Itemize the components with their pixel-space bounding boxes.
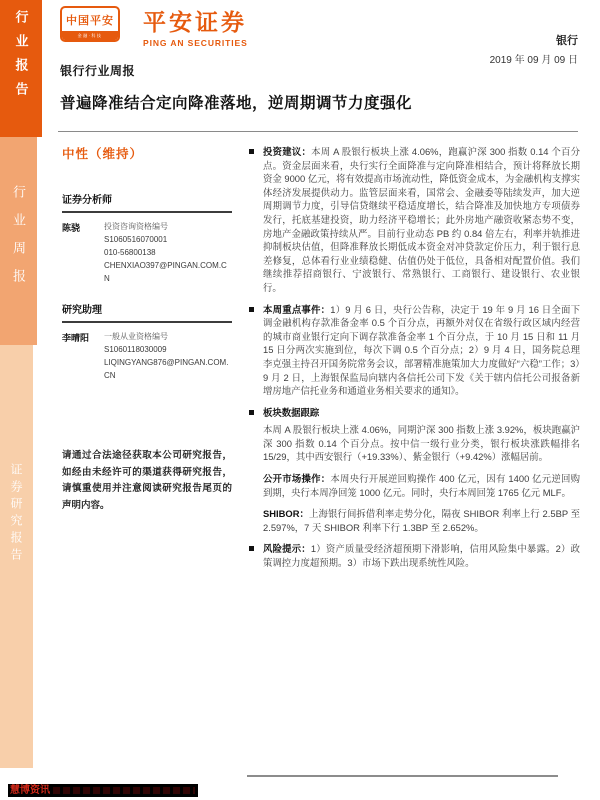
rating-badge: 中性（维持） [62,147,144,161]
analyst-cert-no: S1060516070001 [104,235,168,244]
investment-advice-text: 本周 A 股银行板块上涨 4.06%，跑赢沪深 300 指数 0.14 个百分点。资金层面来看，央行实行全面降准与定向降准相结合，预计将释放长期资金 9000 亿元，将有效提高市场流动性，降低资金成本，为金融机构支撑实体经济发展提供动力。监管层面来看，国常会、金融委等陆续发声，加大逆周期调节力度，引导信贷继续平稳适度增长，结合降准及加快地方专项债券发行，托底基建投资，助力经济平稳增长；此外房地产融资收紧态势不变，房地产金融政策持续从严。目前行业动态 PB 约 0.84 倍左右，利率并轨推进抑制板块估值，但降准释放长期低成本资金对冲贷款定价压力，利于银行息差修复，总体看行业业绩稳健、估值仍处于低位，具备相对配置价值。我们继续推荐招商银行、宁波银行、常熟银行、工商银行、建设银行、农业银行。 [263,146,580,293]
obscured-watermark-text [53,787,195,794]
shibor-label: SHIBOR： [263,508,310,520]
sector-data-title: 板块数据跟踪 [263,406,320,418]
sidebar-band-securities-research [0,345,33,768]
sidebar-label-industry-weekly: 行业周报 [11,185,26,297]
pingan-logo-text: 中国平安 [66,15,114,27]
section-risk-warning [249,542,580,569]
sidebar-band-industry-weekly [0,137,37,345]
footer-divider [247,775,558,777]
assistant-cert-no: S1060118030009 [104,345,167,354]
analyst-section-title: 证券分析师 [62,191,232,213]
key-events-text: 1）9 月 6 日，央行公告称，决定于 19 年 9 月 16 日全面下调金融机构存款准备金率 0.5 个百分点，再额外对仅在省级行政区域内经营的城市商业银行定向下调存款准备金率 1 个百分点，于 10 月 15 日和 11 月 15 日分两次实施到位，每次下调 0.5 个百分点；2）9 月 4 日，国务院总理李克强主持召开国务院常务会议，部署精准施策加大力度做好“六稳”工作；3）9 月 2 日，上海银保监局向辖内各信托公司下发《关于辖内信托公司报备新增房地产信托业务和通道业务相关要求的通知》。 [263,303,580,397]
risk-warning-text: 1）资产质量受经济超预期下滑影响，信用风险集中暴露。2）政策调控力度超预期。3）市场下跌出现系统性风险。 [263,543,580,569]
bullet-square-icon [249,307,254,312]
brand-name-cn: 平安证券 [143,9,247,35]
watermark-text: 慧博资讯 [10,785,50,796]
pingan-logo-tagline: 金融·科技 [62,31,118,40]
header-divider [58,131,578,132]
sector-label: 银行 [556,35,578,47]
analyst-info [104,220,232,285]
sidebar-label-industry-report: 行业报告 [13,10,29,106]
open-market-operations [263,472,580,499]
sector-data-performance: 本周 A 股银行板块上涨 4.06%，同期沪深 300 指数上涨 3.92%，板块跑赢沪深 300 指数 0.14 个百分点。按中信一级行业分类，银行板块涨跌幅排名 15/29，其中西安银行（+19.33%）、紫金银行（+9.42%）涨幅居前。 [263,424,580,463]
legal-disclaimer: 请通过合法途径获取本公司研究报告，如经由未经许可的渠道获得研究报告，请慎重使用并注意阅读研究报告尾页的声明内容。 [62,450,232,511]
section-key-events [249,303,580,398]
bullet-square-icon [249,410,254,415]
brand-name-en: PING AN SECURITIES [143,38,248,48]
investment-advice-label: 投资建议： [263,146,312,157]
main-column [249,145,580,578]
analyst-name: 陈骁 [62,223,81,233]
pingan-logo [60,6,120,42]
shibor-text: 上海银行间拆借利率走势分化，隔夜 SHIBOR 利率上行 2.5BP 至 2.597%，7 天 SHIBOR 利率下行 1.3BP 至 2.652%。 [263,508,581,533]
analyst-cert-label: 投资咨询资格编号 [104,222,168,231]
shibor-paragraph [263,507,580,534]
analyst-card [62,220,232,285]
sidebar-label-securities-research: 证券研究报告 [9,463,23,565]
analyst-email: CHENXIAO397@PINGAN.COM.CN [104,261,227,283]
watermark-banner [8,784,198,797]
open-market-label: 公开市场操作： [263,473,331,485]
bullet-square-icon [249,546,254,551]
section-investment-advice [249,145,580,295]
sidebar-band-industry-report [0,0,42,137]
report-type: 银行行业周报 [60,64,136,78]
bullet-square-icon [249,149,254,154]
assistant-email: LIQINGYANG876@PINGAN.COM.CN [104,358,229,380]
brand-block [143,4,248,48]
risk-warning-label: 风险提示： [263,543,311,555]
report-title: 普遍降准结合定向降准落地，逆周期调节力度强化 [60,95,413,112]
key-events-label: 本周重点事件： [263,303,331,315]
left-column [62,144,232,514]
assistant-name: 李晴阳 [62,333,90,343]
section-sector-data [249,406,580,535]
assistant-cert-label: 一般从业资格编号 [104,332,168,341]
assistant-info [104,330,232,382]
report-date: 2019 年 09 月 09 日 [489,55,578,66]
open-market-text: 本周央行开展逆回购操作 400 亿元，因有 1400 亿元逆回购到期，央行本周净回笼 1000 亿元。同时，央行本周回笼 1765 亿元 MLF。 [263,473,580,498]
assistant-card [62,330,232,382]
analyst-phone: 010-56800138 [104,248,156,257]
assistant-section-title: 研究助理 [62,301,232,323]
